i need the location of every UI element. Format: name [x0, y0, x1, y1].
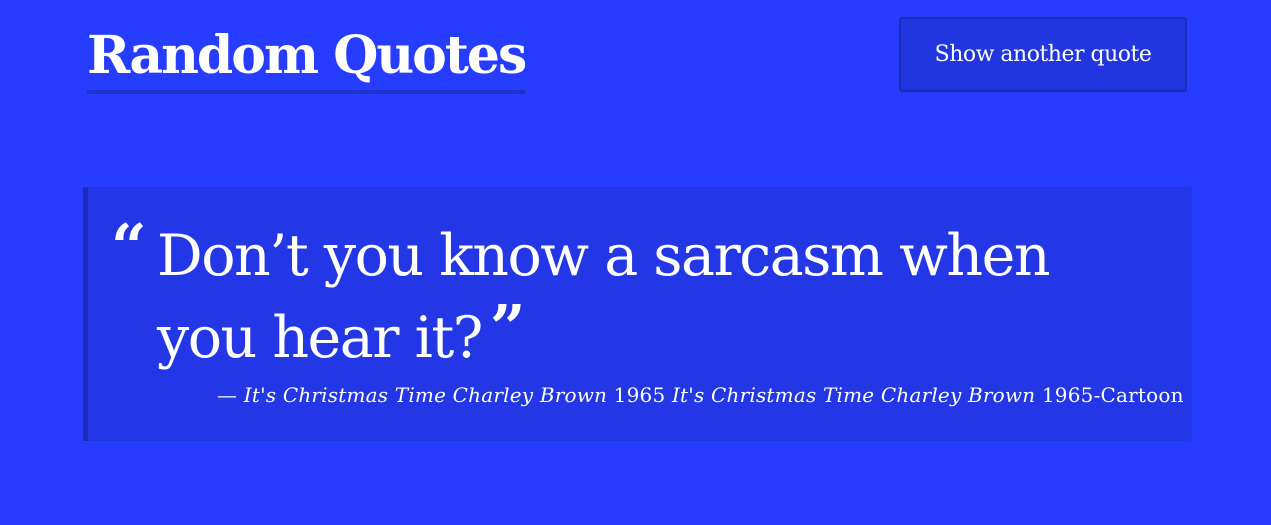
attribution-dash: —: [217, 383, 244, 407]
close-quote-icon: ”: [489, 291, 525, 364]
site-title[interactable]: Random Quotes: [87, 22, 525, 94]
show-another-quote-button[interactable]: Show another quote: [899, 17, 1187, 92]
attribution-source-year: 1965: [607, 383, 672, 407]
attribution-source-title: It's Christmas Time Charley Brown: [243, 383, 608, 407]
quote-text-block: [157, 217, 1117, 378]
quote-card: [83, 187, 1192, 441]
quote-attribution: [217, 381, 1184, 409]
open-quote-icon: “: [111, 210, 147, 283]
quote-text: Don’t you know a sarcasm when you hear it?: [157, 223, 1050, 371]
attribution-work-title: It's Christmas Time Charley Brown: [671, 383, 1036, 407]
attribution-work-tail: 1965-Cartoon: [1035, 383, 1184, 407]
